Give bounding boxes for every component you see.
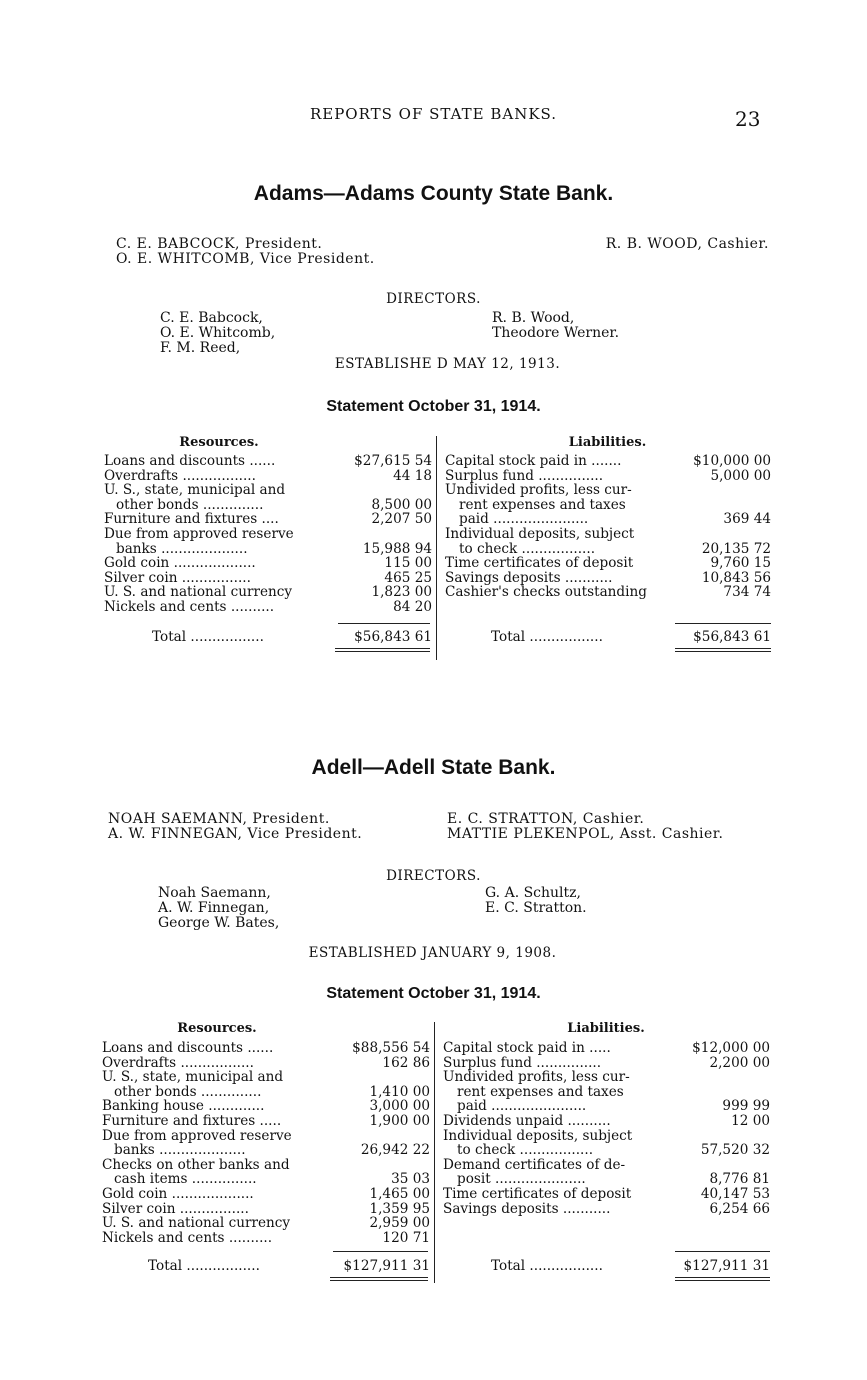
bank-title: Adams—Adams County State Bank.: [253, 182, 614, 205]
ledger-row: Time certificates of deposit 40,147 53: [443, 1185, 770, 1202]
director-name: F. M. Reed,: [160, 340, 241, 356]
resources-total: [102, 1259, 430, 1274]
ledger-row: Due from approved reserve: [104, 526, 294, 542]
total-amount: $56,843 61: [354, 629, 432, 645]
liabilities-total: [445, 630, 771, 645]
total-amount: $56,843 61: [693, 629, 771, 645]
liabilities-heading: Liabilities.: [567, 1021, 645, 1036]
ledger-row: Loans and discounts ...... $27,615 54: [104, 453, 432, 469]
ledger-row: Surplus fund ............... 2,200 00: [443, 1054, 770, 1071]
ledger-row: posit ..................... 8,776 81: [457, 1171, 770, 1188]
ledger-row: U. S., state, municipal and: [104, 483, 286, 498]
ledger-row: Savings deposits ........... 6,254 66: [443, 1200, 770, 1217]
officer-asst-cashier: MATTIE PLEKENPOL, Asst. Cashier.: [447, 826, 724, 842]
liabilities-heading: Liabilities.: [568, 435, 647, 450]
ledger-row: Gold coin ................... 115 00: [104, 555, 432, 572]
director-name: Theodore Werner.: [492, 325, 620, 341]
ledger-row: Capital stock paid in ....... $10,000 00: [445, 453, 771, 469]
ledger-row: other bonds .............. 8,500 00: [116, 496, 432, 513]
liabilities-total: [443, 1259, 770, 1274]
established-date: ESTABLISHED JANUARY 9, 1908.: [308, 945, 557, 961]
liabilities-table: [445, 454, 771, 600]
ledger-row: Overdrafts ................. 162 86: [102, 1054, 430, 1071]
officers-right: [447, 812, 723, 842]
total-label: Total .................: [148, 1259, 260, 1274]
directors-heading: DIRECTORS.: [386, 868, 481, 884]
directors-left: [158, 886, 279, 931]
ledger-row: to check ................. 20,135 72: [459, 540, 771, 557]
ledger-row: Individual deposits, subject: [443, 1128, 633, 1144]
total-label: Total .................: [491, 1259, 603, 1274]
column-divider: [436, 436, 437, 660]
ledger-row: Cashier's checks outstanding 734 74: [445, 584, 771, 601]
ledger-row: banks .................... 26,942 22: [114, 1142, 430, 1159]
ledger-row: other bonds .............. 1,410 00: [114, 1083, 430, 1100]
director-name: O. E. Whitcomb,: [160, 325, 276, 341]
bank-title: Adell—Adell State Bank.: [311, 756, 556, 779]
director-name: C. E. Babcock,: [160, 310, 263, 326]
subtotal-rule: [338, 623, 430, 624]
ledger-row: U. S., state, municipal and: [102, 1070, 284, 1085]
ledger-row: Surplus fund ............... 5,000 00: [445, 467, 771, 484]
officer-president: C. E. BABCOCK, President.: [116, 236, 323, 252]
directors-right: [492, 311, 619, 341]
ledger-row: Furniture and fixtures .... 2,207 50: [104, 511, 432, 528]
ledger-row: Demand certificates of de-: [443, 1157, 626, 1173]
ledger-row: Overdrafts ................. 44 18: [104, 467, 432, 484]
officer-cashier: E. C. STRATTON, Cashier.: [447, 811, 645, 827]
double-rule: [335, 648, 430, 652]
ledger-row: Banking house ............. 3,000 00: [102, 1098, 430, 1115]
subtotal-rule: [675, 1251, 770, 1252]
ledger-row: Due from approved reserve: [102, 1128, 292, 1144]
officers-left: [116, 237, 375, 267]
ledger-row: U. S. and national currency 1,823 00: [104, 584, 432, 601]
total-label: Total .................: [491, 630, 603, 645]
resources-heading: Resources.: [177, 1021, 257, 1036]
director-name: A. W. Finnegan,: [158, 900, 270, 916]
officer-cashier: R. B. WOOD, Cashier.: [605, 236, 769, 252]
ledger-row: to check ................. 57,520 32: [457, 1142, 770, 1159]
ledger-row: banks .................... 15,988 94: [116, 540, 432, 557]
ledger-row: Silver coin ................ 465 25: [104, 569, 432, 586]
established-date: ESTABLISHE D MAY 12, 1913.: [334, 356, 561, 372]
double-rule: [675, 648, 771, 652]
page-number: 23: [735, 107, 761, 131]
ledger-row: Silver coin ................ 1,359 95: [102, 1200, 430, 1217]
ledger-row: paid ...................... 369 44: [459, 511, 771, 528]
ledger-row: paid ...................... 999 99: [457, 1098, 770, 1115]
ledger-row: cash items ............... 35 03: [114, 1171, 430, 1188]
ledger-row: rent expenses and taxes: [457, 1084, 624, 1100]
ledger-row: Time certificates of deposit 9,760 15: [445, 555, 771, 572]
statement-date: Statement October 31, 1914.: [326, 985, 541, 1002]
resources-total: [104, 630, 432, 645]
officer-vice-president: A. W. FINNEGAN, Vice President.: [108, 826, 363, 842]
ledger-row: Furniture and fixtures ..... 1,900 00: [102, 1112, 430, 1129]
total-amount: $127,911 31: [343, 1258, 430, 1274]
statement-date: Statement October 31, 1914.: [326, 398, 541, 415]
ledger-row: Capital stock paid in ..... $12,000 00: [443, 1040, 770, 1056]
ledger-row: Nickels and cents .......... 84 20: [104, 598, 432, 615]
director-name: G. A. Schultz,: [485, 885, 581, 901]
directors-left: [160, 311, 275, 356]
total-amount: $127,911 31: [683, 1258, 770, 1274]
resources-heading: Resources.: [179, 435, 259, 450]
officer-vice-president: O. E. WHITCOMB, Vice President.: [116, 251, 375, 267]
double-rule: [330, 1277, 428, 1281]
ledger-row: Gold coin ................... 1,465 00: [102, 1185, 430, 1202]
ledger-row: Nickels and cents .......... 120 71: [102, 1229, 430, 1246]
subtotal-rule: [675, 623, 771, 624]
ledger-row: Individual deposits, subject: [445, 526, 635, 542]
directors-heading: DIRECTORS.: [386, 291, 481, 307]
resources-table: [104, 454, 432, 615]
liabilities-table: [443, 1041, 770, 1216]
ledger-row: rent expenses and taxes: [459, 497, 626, 513]
ledger-row: Checks on other banks and: [102, 1157, 290, 1173]
double-rule: [675, 1277, 770, 1281]
officers-right: [606, 237, 769, 252]
ledger-row: Dividends unpaid .......... 12 00: [443, 1112, 770, 1129]
officer-president: NOAH SAEMANN, President.: [108, 811, 330, 827]
director-name: E. C. Stratton.: [485, 900, 587, 916]
resources-table: [102, 1041, 430, 1245]
officers-left: [108, 812, 362, 842]
directors-right: [485, 886, 587, 916]
column-divider: [434, 1022, 435, 1283]
director-name: Noah Saemann,: [158, 885, 271, 901]
total-label: Total .................: [152, 630, 264, 645]
ledger-row: Loans and discounts ...... $88,556 54: [102, 1040, 430, 1056]
ledger-row: Undivided profits, less cur-: [445, 483, 632, 498]
ledger-row: Undivided profits, less cur-: [443, 1070, 630, 1085]
ledger-row: Savings deposits ........... 10,843 56: [445, 569, 771, 586]
director-name: R. B. Wood,: [492, 310, 575, 326]
subtotal-rule: [333, 1251, 428, 1252]
running-head: REPORTS OF STATE BANKS.: [309, 105, 558, 123]
director-name: George W. Bates,: [158, 915, 280, 931]
ledger-row: U. S. and national currency 2,959 00: [102, 1215, 430, 1232]
